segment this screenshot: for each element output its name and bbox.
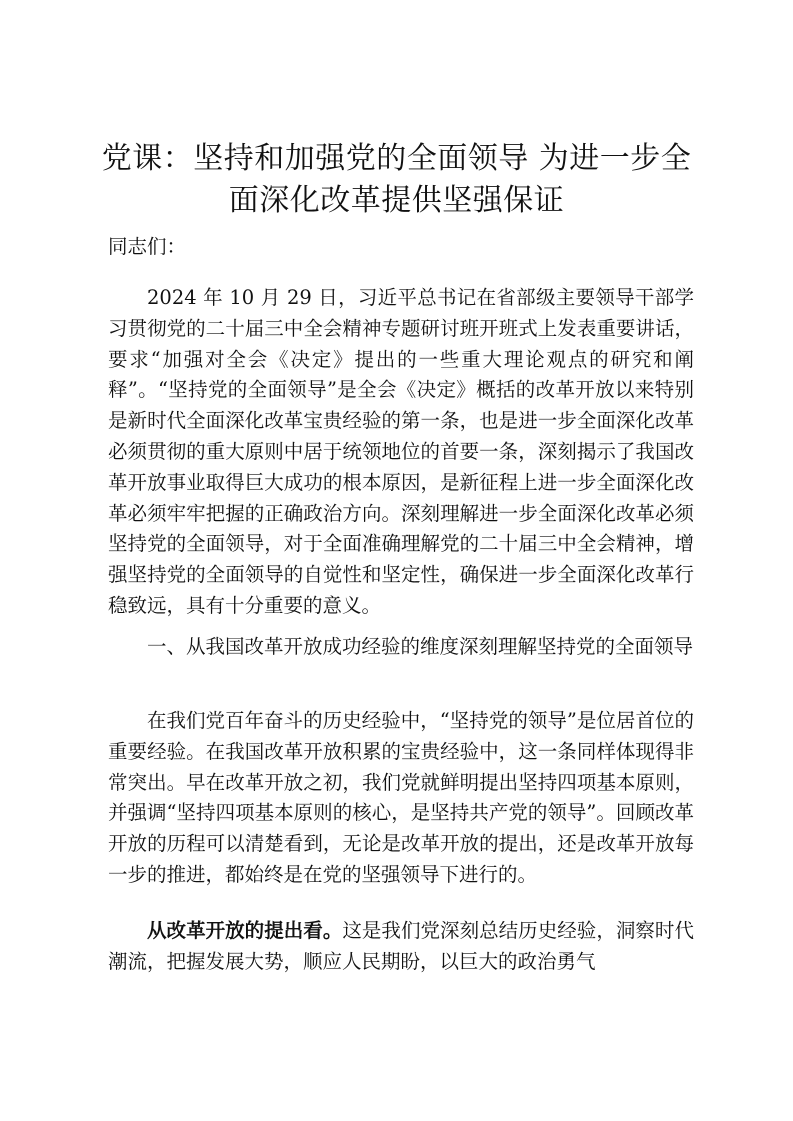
paragraph-3-text: 这是我们党深刻总结历史经验，洞察时代潮流，把握发展大势，顺应人民期盼，以巨大的政治勇气 xyxy=(108,919,694,973)
document-title: 党课：坚持和加强党的全面领导 为进一步全面深化改革提供坚强保证 xyxy=(101,141,692,218)
paragraph-3-bold-lead: 从改革开放的提出看。 xyxy=(147,919,343,942)
body-paragraph-2: 在我们党百年奋斗的历史经验中，“坚持党的领导”是位居首位的重要经验。在我国改革开放积累的宝贵经验中，这一条同样体现得非常突出。早在改革开放之初，我们党就鲜明提出坚持四项基本原则，并强调“坚持四项基本原则的核心，是坚持共产党的领导”。回顾改革开放的历程可以清楚看到，无论是改革开放的提出，还是改革开放每一步的推进，都始终是在党的坚强领导下进行的。 xyxy=(108,709,694,886)
salutation: 同志们： xyxy=(108,235,187,258)
section-heading-1: 一、从我国改革开放成功经验的维度深刻理解坚持党的全面领导 xyxy=(147,635,694,658)
body-paragraph-1: 2024 年 10 月 29 日，习近平总书记在省部级主要领导干部学习贯彻党的二十届三中全会精神专题研讨班开班式上发表重要讲话，要求“加强对全会《决定》提出的一些重大理论观点的研究和阐释”。“坚持党的全面领导”是全会《决定》概括的改革开放以来特别是新时代全面深化改革宝贵经验的第一条，也是进一步全面深化改革必须贯彻的重大原则中居于统领地位的首要一条，深刻揭示了我国改革开放事业取得巨大成功的根本原因，是新征程上进一步全面深化改革必须牢牢把握的正确政治方向。深刻理解进一步全面深化改革必须坚持党的全面领导，对于全面准确理解党的二十届三中全会精神，增强坚持党的全面领导的自觉性和坚定性，确保进一步全面深化改革行稳致远，具有十分重要的意义。 xyxy=(108,286,694,617)
body-paragraph-3 xyxy=(108,916,694,978)
